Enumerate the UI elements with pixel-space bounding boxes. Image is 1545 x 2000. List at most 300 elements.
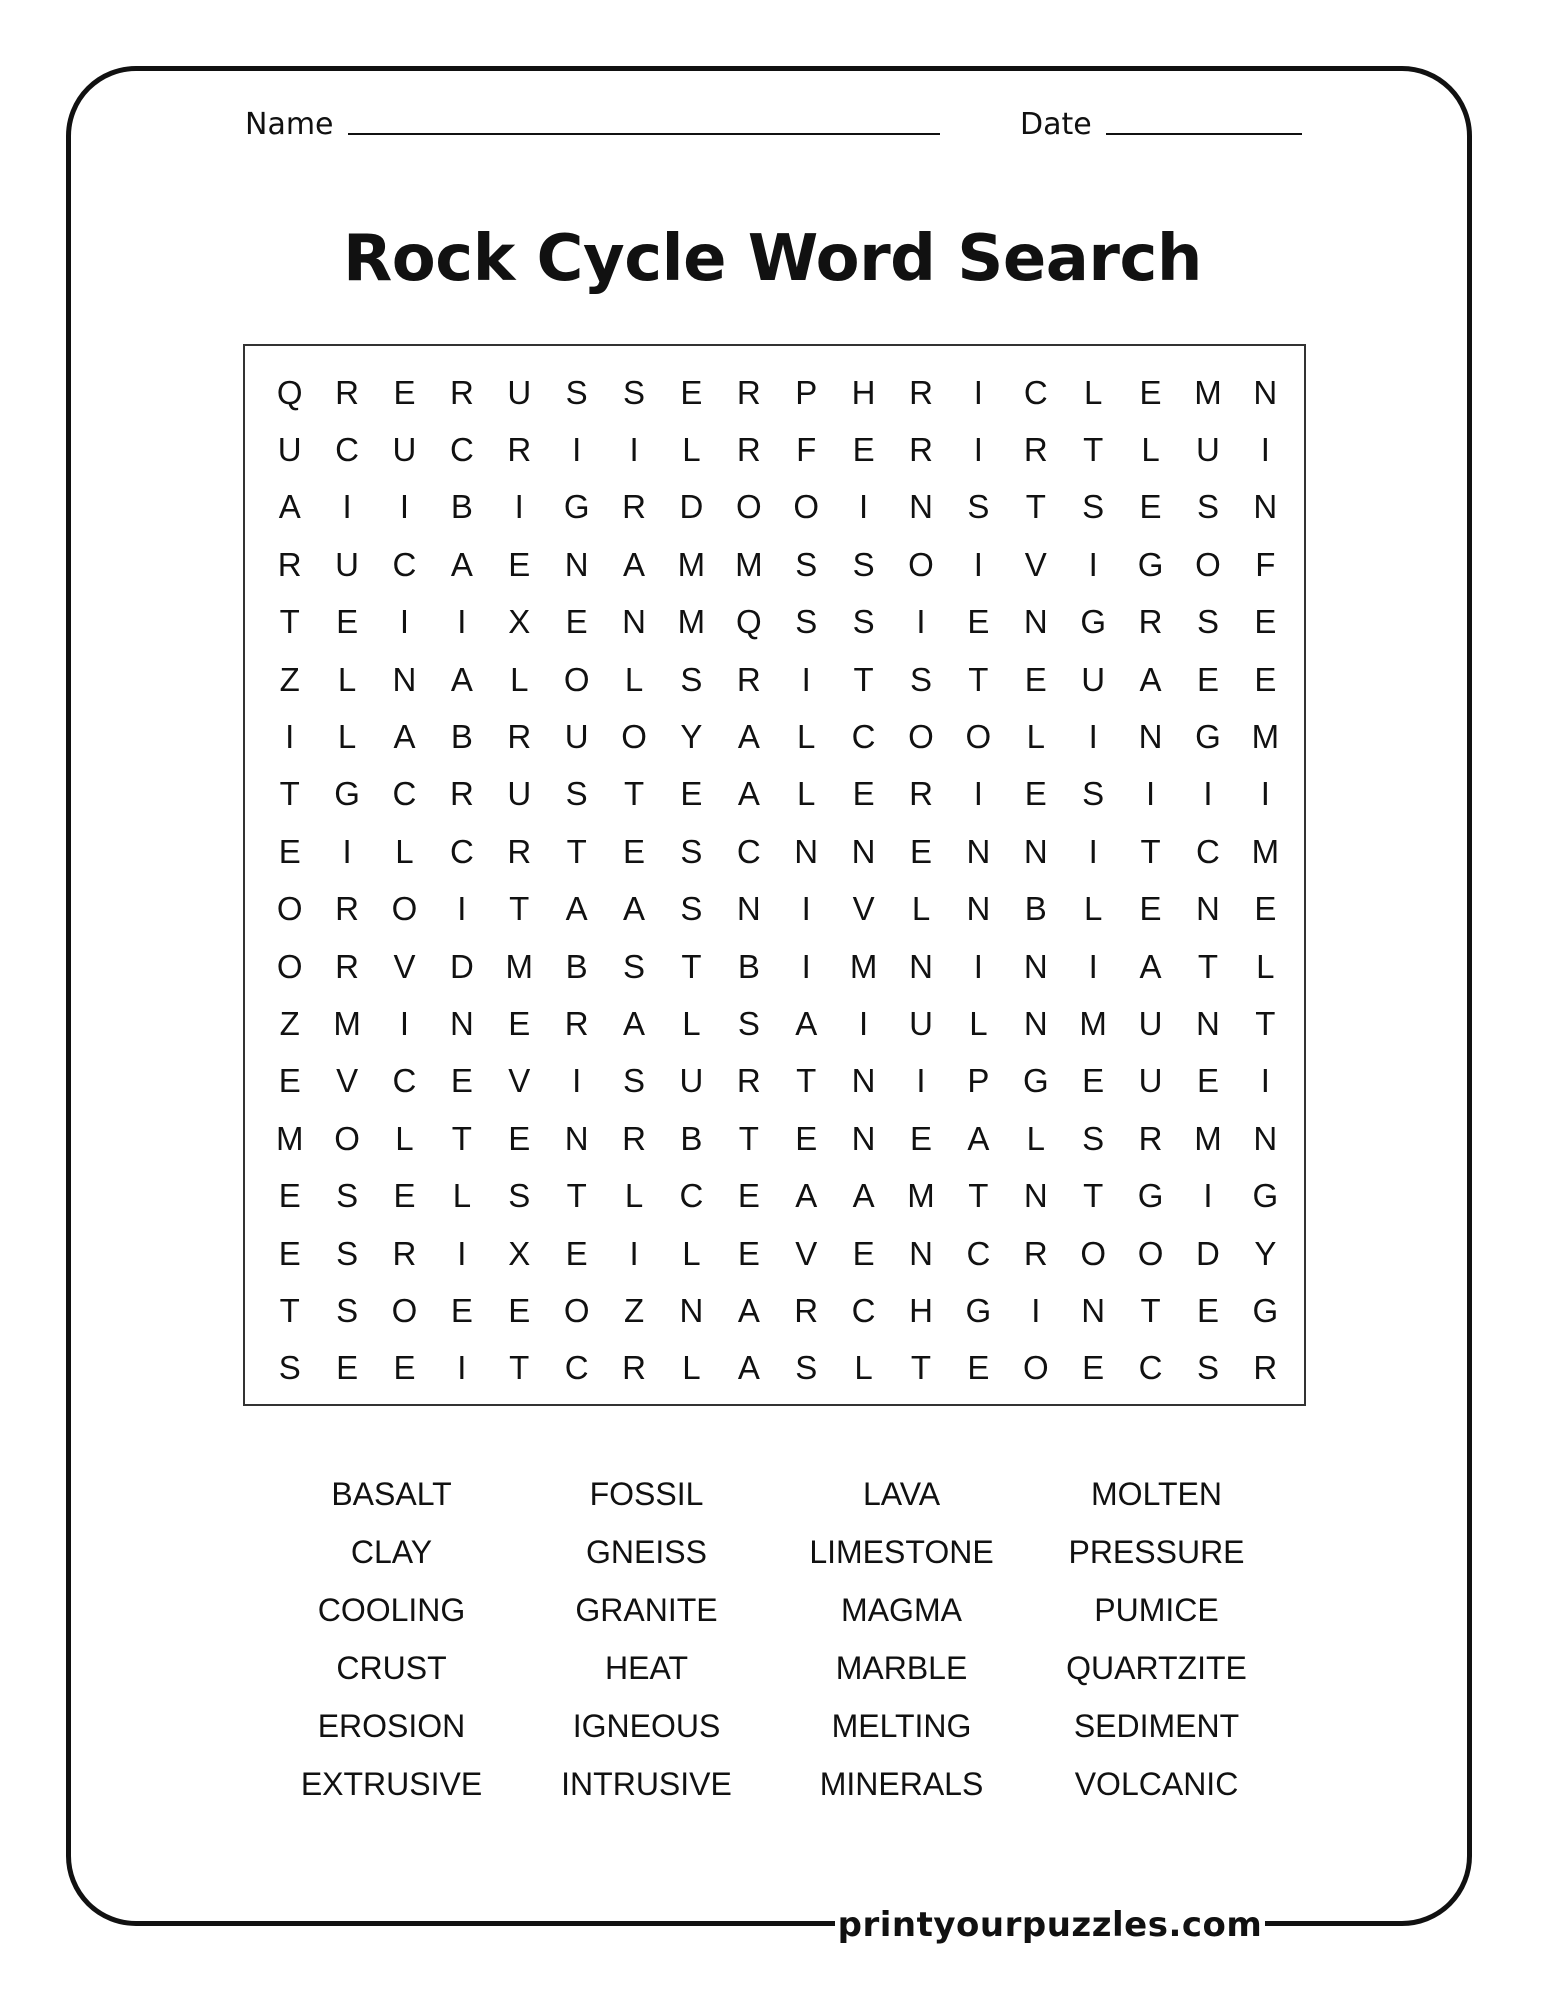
grid-letter[interactable]: B xyxy=(450,718,473,756)
grid-letter[interactable]: M xyxy=(275,1119,304,1157)
grid-letter[interactable]: E xyxy=(278,1062,301,1100)
grid-letter[interactable]: S xyxy=(680,660,703,698)
grid-letter[interactable]: I xyxy=(457,603,467,641)
grid-letter[interactable]: G xyxy=(965,1291,992,1329)
grid-letter[interactable]: A xyxy=(450,660,473,698)
grid-letter[interactable]: E xyxy=(450,1062,473,1100)
grid-letter[interactable]: I xyxy=(973,431,983,469)
grid-letter[interactable]: N xyxy=(966,832,991,870)
grid-letter[interactable]: C xyxy=(335,431,359,469)
grid-letter[interactable]: R xyxy=(335,947,359,985)
grid-letter[interactable]: G xyxy=(1252,1177,1279,1215)
grid-letter[interactable]: C xyxy=(1023,373,1048,411)
grid-letter[interactable]: I xyxy=(1260,775,1270,813)
grid-letter[interactable]: O xyxy=(1080,1234,1106,1272)
grid-letter[interactable]: S xyxy=(1196,603,1219,641)
grid-letter[interactable]: N xyxy=(1023,603,1048,641)
grid-letter[interactable]: U xyxy=(564,718,589,756)
grid-letter[interactable]: I xyxy=(973,545,983,583)
grid-letter[interactable]: E xyxy=(680,373,703,411)
grid-letter[interactable]: E xyxy=(565,1234,588,1272)
grid-letter[interactable]: S xyxy=(1082,488,1105,526)
grid-letter[interactable]: E xyxy=(1254,890,1277,928)
grid-letter[interactable]: N xyxy=(966,890,991,928)
grid-letter[interactable]: C xyxy=(851,718,876,756)
grid-letter[interactable]: S xyxy=(623,1062,646,1100)
grid-letter[interactable]: G xyxy=(334,775,360,813)
grid-letter[interactable]: I xyxy=(1088,718,1098,756)
grid-letter[interactable]: U xyxy=(392,431,417,469)
grid-letter[interactable]: N xyxy=(1081,1291,1106,1329)
date-line[interactable] xyxy=(1106,133,1302,135)
grid-letter[interactable]: C xyxy=(966,1234,991,1272)
grid-letter[interactable]: Y xyxy=(680,718,703,756)
grid-letter[interactable]: E xyxy=(1139,890,1162,928)
grid-letter[interactable]: S xyxy=(565,373,588,411)
grid-letter[interactable]: E xyxy=(565,603,588,641)
grid-letter[interactable]: P xyxy=(795,373,818,411)
grid-letter[interactable]: E xyxy=(1196,1062,1219,1100)
grid-letter[interactable]: S xyxy=(967,488,990,526)
grid-letter[interactable]: R xyxy=(909,431,933,469)
grid-letter[interactable]: R xyxy=(736,1062,761,1100)
grid-letter[interactable]: H xyxy=(909,1291,933,1329)
grid-letter[interactable]: E xyxy=(1082,1062,1105,1100)
grid-letter[interactable]: E xyxy=(852,431,875,469)
grid-letter[interactable]: S xyxy=(680,890,703,928)
grid-letter[interactable]: S xyxy=(795,603,818,641)
grid-letter[interactable]: T xyxy=(623,775,645,813)
grid-letter[interactable]: N xyxy=(851,832,876,870)
grid-letter[interactable]: T xyxy=(1140,1291,1161,1329)
grid-letter[interactable]: T xyxy=(968,660,989,698)
grid-letter[interactable]: B xyxy=(1024,890,1047,928)
grid-letter[interactable]: A xyxy=(967,1119,990,1157)
grid-letter[interactable]: S xyxy=(1082,1119,1105,1157)
grid-letter[interactable]: I xyxy=(1203,1177,1213,1215)
grid-letter[interactable]: U xyxy=(507,373,532,411)
grid-letter[interactable]: E xyxy=(393,373,416,411)
grid-letter[interactable]: I xyxy=(1145,775,1156,813)
grid-letter[interactable]: A xyxy=(795,1177,818,1215)
grid-letter[interactable]: M xyxy=(505,947,533,985)
grid-letter[interactable]: Z xyxy=(279,660,300,698)
name-field[interactable] xyxy=(245,102,940,142)
grid-letter[interactable]: R xyxy=(277,545,302,583)
grid-letter[interactable]: L xyxy=(1256,947,1275,985)
grid-letter[interactable]: R xyxy=(794,1291,819,1329)
name-line[interactable] xyxy=(348,133,940,135)
grid-letter[interactable]: M xyxy=(907,1177,935,1215)
grid-letter[interactable]: T xyxy=(566,832,587,870)
grid-letter[interactable]: P xyxy=(967,1062,990,1100)
grid-letter[interactable]: S xyxy=(336,1234,359,1272)
grid-letter[interactable]: N xyxy=(392,660,417,698)
grid-letter[interactable]: M xyxy=(735,545,763,583)
grid-letter[interactable]: G xyxy=(1022,1062,1049,1100)
grid-letter[interactable]: O xyxy=(563,660,590,698)
grid-letter[interactable]: S xyxy=(565,775,588,813)
grid-letter[interactable]: S xyxy=(852,603,875,641)
grid-letter[interactable]: A xyxy=(623,1004,646,1042)
grid-letter[interactable]: G xyxy=(1137,1177,1164,1215)
grid-letter[interactable]: E xyxy=(623,832,646,870)
grid-letter[interactable]: S xyxy=(336,1177,359,1215)
grid-letter[interactable]: E xyxy=(967,1349,990,1387)
grid-letter[interactable]: S xyxy=(1082,775,1105,813)
grid-letter[interactable]: I xyxy=(457,890,467,928)
grid-letter[interactable]: A xyxy=(1139,947,1162,985)
grid-letter[interactable]: N xyxy=(1253,488,1278,526)
grid-letter[interactable]: M xyxy=(677,545,706,583)
grid-letter[interactable]: Y xyxy=(1254,1234,1277,1272)
grid-letter[interactable]: O xyxy=(793,488,820,526)
grid-letter[interactable]: L xyxy=(395,832,414,870)
grid-letter[interactable]: E xyxy=(909,832,932,870)
grid-letter[interactable]: A xyxy=(737,718,760,756)
grid-letter[interactable]: N xyxy=(794,832,819,870)
grid-letter[interactable]: I xyxy=(399,488,410,526)
grid-letter[interactable]: E xyxy=(909,1119,932,1157)
grid-letter[interactable]: R xyxy=(335,373,359,411)
grid-letter[interactable]: R xyxy=(335,890,359,928)
grid-letter[interactable]: T xyxy=(853,660,874,698)
grid-letter[interactable]: C xyxy=(1196,832,1220,870)
grid-letter[interactable]: I xyxy=(801,890,811,928)
grid-letter[interactable]: T xyxy=(566,1177,587,1215)
grid-letter[interactable]: I xyxy=(285,718,295,756)
grid-letter[interactable]: U xyxy=(335,545,359,583)
grid-letter[interactable]: E xyxy=(508,545,531,583)
grid-letter[interactable]: L xyxy=(797,718,816,756)
grid-letter[interactable]: N xyxy=(622,603,646,641)
grid-letter[interactable]: R xyxy=(507,431,532,469)
grid-letter[interactable]: C xyxy=(449,832,474,870)
grid-letter[interactable]: T xyxy=(451,1119,472,1157)
grid-letter[interactable]: S xyxy=(909,660,932,698)
grid-letter[interactable]: N xyxy=(909,488,933,526)
grid-letter[interactable]: R xyxy=(564,1004,589,1042)
grid-letter[interactable]: V xyxy=(1024,545,1047,583)
grid-letter[interactable]: M xyxy=(1194,1119,1222,1157)
grid-letter[interactable]: T xyxy=(681,947,702,985)
grid-letter[interactable]: E xyxy=(336,603,359,641)
grid-letter[interactable]: I xyxy=(973,947,983,985)
grid-letter[interactable]: O xyxy=(1022,1349,1049,1387)
grid-letter[interactable]: I xyxy=(973,775,983,813)
grid-letter[interactable]: O xyxy=(908,718,934,756)
grid-letter[interactable]: V xyxy=(795,1234,818,1272)
grid-letter[interactable]: L xyxy=(682,431,701,469)
grid-letter[interactable]: M xyxy=(849,947,878,985)
grid-letter[interactable]: E xyxy=(737,1177,760,1215)
grid-letter[interactable]: F xyxy=(1255,545,1276,583)
grid-letter[interactable]: E xyxy=(336,1349,359,1387)
grid-letter[interactable]: X xyxy=(508,1234,531,1272)
grid-letter[interactable]: N xyxy=(1196,890,1220,928)
grid-letter[interactable]: I xyxy=(629,431,639,469)
grid-letter[interactable]: S xyxy=(1196,1349,1219,1387)
grid-letter[interactable]: R xyxy=(736,660,761,698)
grid-letter[interactable]: R xyxy=(449,775,474,813)
grid-letter[interactable]: I xyxy=(1088,545,1098,583)
grid-letter[interactable]: E xyxy=(450,1291,473,1329)
grid-letter[interactable]: A xyxy=(1139,660,1162,698)
grid-letter[interactable]: M xyxy=(677,603,706,641)
grid-letter[interactable]: M xyxy=(1079,1004,1107,1042)
grid-letter[interactable]: E xyxy=(967,603,990,641)
grid-letter[interactable]: Z xyxy=(279,1004,300,1042)
grid-letter[interactable]: L xyxy=(624,1177,644,1215)
grid-letter[interactable]: S xyxy=(737,1004,760,1042)
grid-letter[interactable]: X xyxy=(508,603,531,641)
grid-letter[interactable]: E xyxy=(278,1234,301,1272)
grid-letter[interactable]: I xyxy=(457,1349,467,1387)
grid-letter[interactable]: O xyxy=(276,890,303,928)
grid-letter[interactable]: E xyxy=(393,1349,416,1387)
grid-letter[interactable]: G xyxy=(1252,1291,1279,1329)
grid-letter[interactable]: S xyxy=(278,1349,301,1387)
grid-letter[interactable]: E xyxy=(852,1234,875,1272)
grid-letter[interactable]: N xyxy=(1138,718,1163,756)
grid-letter[interactable]: A xyxy=(450,545,473,583)
grid-letter[interactable]: C xyxy=(679,1177,704,1215)
grid-letter[interactable]: T xyxy=(1083,431,1104,469)
grid-letter[interactable]: R xyxy=(1253,1349,1278,1387)
grid-letter[interactable]: A xyxy=(737,775,760,813)
grid-letter[interactable]: V xyxy=(393,947,416,985)
grid-letter[interactable]: E xyxy=(508,1119,531,1157)
grid-letter[interactable]: I xyxy=(399,1004,410,1042)
grid-letter[interactable]: I xyxy=(1260,1062,1270,1100)
grid-letter[interactable]: V xyxy=(508,1062,531,1100)
grid-letter[interactable]: S xyxy=(1196,488,1219,526)
grid-letter[interactable]: G xyxy=(1195,718,1221,756)
grid-letter[interactable]: B xyxy=(565,947,588,985)
grid-letter[interactable]: T xyxy=(796,1062,817,1100)
grid-letter[interactable]: Q xyxy=(276,373,303,411)
grid-letter[interactable]: C xyxy=(449,431,474,469)
grid-letter[interactable]: I xyxy=(801,660,811,698)
grid-letter[interactable]: A xyxy=(623,890,646,928)
grid-letter[interactable]: D xyxy=(1196,1234,1220,1272)
grid-letter[interactable]: C xyxy=(392,775,417,813)
grid-letter[interactable]: E xyxy=(278,832,301,870)
grid-letter[interactable]: O xyxy=(1195,545,1221,583)
grid-letter[interactable]: E xyxy=(1024,775,1047,813)
grid-letter[interactable]: N xyxy=(1023,832,1048,870)
grid-letter[interactable]: I xyxy=(342,832,352,870)
grid-letter[interactable]: F xyxy=(796,431,817,469)
grid-letter[interactable]: E xyxy=(1139,373,1162,411)
grid-letter[interactable]: I xyxy=(859,488,869,526)
grid-letter[interactable]: S xyxy=(680,832,703,870)
grid-letter[interactable]: G xyxy=(1080,603,1106,641)
grid-letter[interactable]: L xyxy=(1083,890,1103,928)
grid-letter[interactable]: N xyxy=(1023,1177,1048,1215)
grid-letter[interactable]: H xyxy=(851,373,876,411)
grid-letter[interactable]: S xyxy=(336,1291,359,1329)
grid-letter[interactable]: O xyxy=(276,947,303,985)
grid-letter[interactable]: L xyxy=(797,775,816,813)
grid-letter[interactable]: E xyxy=(1254,660,1277,698)
grid-letter[interactable]: L xyxy=(854,1349,873,1387)
grid-letter[interactable]: N xyxy=(564,545,589,583)
grid-letter[interactable]: C xyxy=(392,545,417,583)
grid-letter[interactable]: B xyxy=(737,947,760,985)
grid-letter[interactable]: O xyxy=(391,890,418,928)
grid-letter[interactable]: S xyxy=(795,1349,818,1387)
grid-letter[interactable]: R xyxy=(622,488,646,526)
grid-letter[interactable]: R xyxy=(736,431,761,469)
grid-letter[interactable]: O xyxy=(391,1291,418,1329)
grid-letter[interactable]: U xyxy=(1138,1004,1163,1042)
grid-letter[interactable]: N xyxy=(679,1291,704,1329)
grid-letter[interactable]: A xyxy=(795,1004,818,1042)
grid-letter[interactable]: L xyxy=(682,1004,701,1042)
grid-letter[interactable]: L xyxy=(510,660,529,698)
grid-letter[interactable]: N xyxy=(449,1004,474,1042)
grid-letter[interactable]: V xyxy=(336,1062,359,1100)
grid-letter[interactable]: U xyxy=(679,1062,704,1100)
grid-letter[interactable]: L xyxy=(969,1004,988,1042)
grid-letter[interactable]: R xyxy=(909,373,933,411)
grid-letter[interactable]: D xyxy=(679,488,704,526)
grid-letter[interactable]: T xyxy=(1083,1177,1104,1215)
grid-letter[interactable]: O xyxy=(621,718,647,756)
grid-letter[interactable]: R xyxy=(1023,1234,1048,1272)
grid-letter[interactable]: S xyxy=(795,545,818,583)
grid-letter[interactable]: U xyxy=(277,431,302,469)
grid-letter[interactable]: M xyxy=(1194,373,1222,411)
grid-letter[interactable]: N xyxy=(1196,1004,1220,1042)
grid-letter[interactable]: I xyxy=(916,603,926,641)
grid-letter[interactable]: S xyxy=(623,373,646,411)
grid-letter[interactable]: A xyxy=(278,488,301,526)
grid-letter[interactable]: E xyxy=(508,1004,531,1042)
grid-letter[interactable]: B xyxy=(680,1119,703,1157)
grid-letter[interactable]: O xyxy=(563,1291,590,1329)
grid-letter[interactable]: U xyxy=(909,1004,933,1042)
grid-letter[interactable]: R xyxy=(622,1119,646,1157)
grid-letter[interactable]: V xyxy=(852,890,875,928)
grid-letter[interactable]: N xyxy=(851,1119,876,1157)
grid-letter[interactable]: N xyxy=(909,1234,933,1272)
grid-letter[interactable]: T xyxy=(1140,832,1161,870)
grid-letter[interactable]: G xyxy=(563,488,590,526)
grid-letter[interactable]: T xyxy=(509,890,530,928)
grid-letter[interactable]: T xyxy=(279,775,300,813)
grid-letter[interactable]: E xyxy=(737,1234,760,1272)
grid-letter[interactable]: I xyxy=(342,488,352,526)
grid-letter[interactable]: A xyxy=(852,1177,875,1215)
grid-letter[interactable]: A xyxy=(623,545,646,583)
grid-letter[interactable]: O xyxy=(908,545,934,583)
grid-letter[interactable]: T xyxy=(279,1291,300,1329)
grid-letter[interactable]: E xyxy=(278,1177,301,1215)
grid-letter[interactable]: E xyxy=(393,1177,416,1215)
grid-letter[interactable]: M xyxy=(1251,832,1280,870)
grid-letter[interactable]: A xyxy=(737,1349,760,1387)
grid-letter[interactable]: R xyxy=(507,832,532,870)
grid-letter[interactable]: Q xyxy=(735,603,762,641)
grid-letter[interactable]: T xyxy=(738,1119,759,1157)
grid-letter[interactable]: E xyxy=(795,1119,818,1157)
grid-letter[interactable]: I xyxy=(1260,431,1270,469)
grid-letter[interactable]: I xyxy=(801,947,811,985)
grid-letter[interactable]: E xyxy=(1196,1291,1219,1329)
grid-letter[interactable]: C xyxy=(1138,1349,1163,1387)
grid-letter[interactable]: D xyxy=(449,947,474,985)
grid-letter[interactable]: L xyxy=(682,1234,701,1272)
grid-letter[interactable]: N xyxy=(736,890,761,928)
grid-letter[interactable]: O xyxy=(965,718,992,756)
grid-letter[interactable]: T xyxy=(1197,947,1219,985)
grid-letter[interactable]: R xyxy=(1023,431,1048,469)
grid-letter[interactable]: N xyxy=(909,947,933,985)
grid-letter[interactable]: L xyxy=(1026,1119,1045,1157)
grid-letter[interactable]: L xyxy=(452,1177,472,1215)
grid-letter[interactable]: S xyxy=(508,1177,531,1215)
grid-letter[interactable]: I xyxy=(572,431,582,469)
grid-letter[interactable]: L xyxy=(911,890,931,928)
grid-letter[interactable]: R xyxy=(1138,1119,1163,1157)
grid-letter[interactable]: T xyxy=(279,603,300,641)
grid-letter[interactable]: R xyxy=(507,718,532,756)
grid-letter[interactable]: E xyxy=(1024,660,1047,698)
grid-letter[interactable]: I xyxy=(973,373,983,411)
grid-letter[interactable]: U xyxy=(1138,1062,1163,1100)
grid-letter[interactable]: N xyxy=(851,1062,876,1100)
grid-letter[interactable]: N xyxy=(1023,947,1048,985)
grid-letter[interactable]: I xyxy=(916,1062,926,1100)
grid-letter[interactable]: A xyxy=(737,1291,760,1329)
grid-letter[interactable]: L xyxy=(1026,718,1045,756)
grid-letter[interactable]: R xyxy=(1138,603,1163,641)
grid-letter[interactable]: I xyxy=(572,1062,582,1100)
grid-letter[interactable]: R xyxy=(622,1349,646,1387)
grid-letter[interactable]: R xyxy=(392,1234,417,1272)
grid-letter[interactable]: S xyxy=(852,545,875,583)
grid-letter[interactable]: E xyxy=(1082,1349,1105,1387)
grid-letter[interactable]: L xyxy=(624,660,644,698)
grid-letter[interactable]: A xyxy=(393,718,416,756)
grid-letter[interactable]: L xyxy=(337,718,357,756)
grid-letter[interactable]: E xyxy=(680,775,703,813)
grid-letter[interactable]: O xyxy=(735,488,762,526)
grid-letter[interactable]: R xyxy=(736,373,761,411)
grid-letter[interactable]: I xyxy=(1088,947,1098,985)
grid-letter[interactable]: I xyxy=(1203,775,1213,813)
grid-letter[interactable]: I xyxy=(629,1234,639,1272)
grid-letter[interactable]: T xyxy=(1255,1004,1276,1042)
grid-letter[interactable]: N xyxy=(1023,1004,1048,1042)
grid-letter[interactable]: L xyxy=(1083,373,1103,411)
grid-letter[interactable]: R xyxy=(909,775,933,813)
grid-letter[interactable]: U xyxy=(507,775,532,813)
grid-letter[interactable]: N xyxy=(1253,1119,1278,1157)
grid-letter[interactable]: T xyxy=(509,1349,530,1387)
grid-letter[interactable]: I xyxy=(1031,1291,1041,1329)
grid-letter[interactable]: S xyxy=(623,947,646,985)
grid-letter[interactable]: E xyxy=(508,1291,531,1329)
grid-letter[interactable]: E xyxy=(1196,660,1219,698)
grid-letter[interactable]: N xyxy=(1253,373,1278,411)
grid-letter[interactable]: C xyxy=(851,1291,876,1329)
date-field[interactable] xyxy=(1020,102,1302,142)
grid-letter[interactable]: B xyxy=(450,488,473,526)
grid-letter[interactable]: L xyxy=(395,1119,414,1157)
